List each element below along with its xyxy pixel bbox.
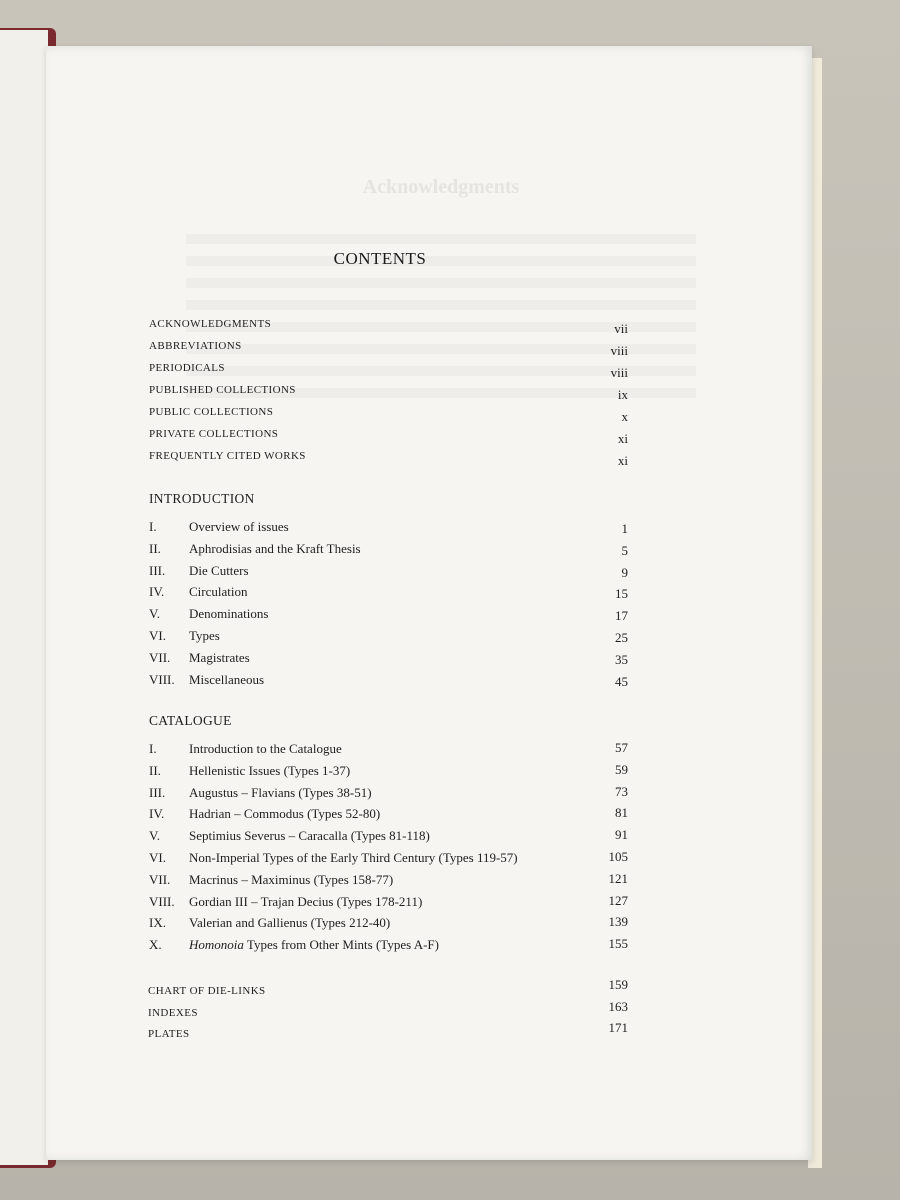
- toc-page-number: 105: [608, 849, 628, 864]
- toc-entry-label: PUBLISHED COLLECTIONS: [149, 384, 296, 396]
- toc-entry-label: ACKNOWLEDGMENTS: [149, 318, 272, 330]
- toc-entry-number: VI.: [149, 628, 166, 643]
- toc-entry-number: III.: [149, 784, 166, 800]
- toc-page-number: viii: [610, 343, 628, 358]
- toc-page-number: 45: [615, 673, 628, 689]
- toc-entry-label: Miscellaneous: [189, 671, 265, 687]
- toc-page-number: 5: [621, 542, 628, 558]
- page-title: CONTENTS: [333, 249, 427, 268]
- toc-entry-number: IX.: [149, 915, 166, 931]
- toc-page-number: 59: [615, 761, 628, 777]
- toc-entry-number: III.: [149, 562, 166, 578]
- show-through-heading: Acknowledgments: [362, 176, 520, 198]
- toc-entry-label: INDEXES: [148, 1006, 198, 1019]
- toc-entry-number: VII.: [149, 871, 171, 887]
- toc-page-number: 121: [608, 870, 628, 886]
- toc-page-number: 15: [615, 586, 628, 602]
- toc-page-number: 25: [615, 630, 628, 645]
- toc-entry-number: IV.: [149, 806, 165, 822]
- toc-entry-label: Hellenistic Issues (Types 1-37): [189, 762, 351, 778]
- toc-page-number: 171: [608, 1020, 628, 1035]
- toc-entry-label: Macrinus – Maximinus (Types 158-77): [189, 871, 394, 887]
- toc-entry-number: VIII.: [149, 893, 175, 909]
- toc-page-number: 159: [608, 977, 628, 992]
- toc-entry-label: Die Cutters: [189, 562, 249, 578]
- toc-entry-number: II.: [149, 762, 161, 778]
- toc-entry-label: Hadrian – Commodus (Types 52-80): [189, 806, 381, 822]
- toc-entry-number: VIII.: [149, 671, 175, 687]
- toc-page-number: vii: [614, 321, 628, 336]
- toc-page-number: 73: [615, 783, 628, 799]
- toc-page-number: viii: [610, 365, 628, 380]
- toc-entry-number: I.: [149, 741, 157, 756]
- toc-entry-number: V.: [149, 606, 160, 622]
- toc-entry-label: Augustus – Flavians (Types 38-51): [189, 784, 372, 800]
- toc-entry-number: VI.: [149, 850, 166, 865]
- toc-entry-number: V.: [149, 828, 160, 844]
- toc-entry-label: Non-Imperial Types of the Early Third Century (Types 119-57): [189, 850, 518, 865]
- toc-entry-label: Magistrates: [189, 649, 250, 665]
- toc-entry-label: Gordian III – Trajan Decius (Types 178-211): [189, 893, 423, 909]
- toc-page-number: xi: [617, 431, 628, 446]
- toc-entry-label: PERIODICALS: [149, 362, 225, 374]
- section-heading-introduction: INTRODUCTION: [149, 491, 255, 506]
- toc-entry-label: FREQUENTLY CITED WORKS: [149, 450, 306, 462]
- toc-page-number: xi: [617, 453, 628, 468]
- toc-page-number: 91: [615, 827, 628, 843]
- toc-entry-number: II.: [149, 540, 161, 556]
- toc-entry-label: Introduction to the Catalogue: [189, 741, 342, 756]
- toc-entry-label: ABBREVIATIONS: [149, 340, 242, 352]
- toc-page-number: 35: [615, 651, 628, 667]
- toc-entry-label: Denominations: [189, 606, 269, 622]
- toc-entry-label: Types: [189, 628, 220, 643]
- toc-page-number: ix: [617, 387, 628, 402]
- toc-page-number: 127: [608, 892, 628, 908]
- toc-entry-number: I.: [149, 519, 157, 534]
- toc-page-number: 57: [615, 740, 628, 755]
- toc-entry-number: VII.: [149, 649, 171, 665]
- toc-entry-label: [189, 937, 439, 953]
- toc-entry-number: X.: [149, 937, 162, 953]
- toc-entry-label: Aphrodisias and the Kraft Thesis: [189, 540, 361, 556]
- toc-entry-label-italic: Homonoia: [189, 937, 244, 953]
- toc-entry-label: Circulation: [189, 584, 248, 600]
- toc-page-number: 81: [615, 805, 628, 821]
- toc-entry-label: Valerian and Gallienus (Types 212-40): [189, 915, 391, 931]
- toc-page-number: 139: [608, 914, 628, 930]
- toc-page-number: 1: [621, 521, 628, 536]
- toc-entry-label: Overview of issues: [189, 519, 289, 534]
- toc-page-number: 9: [621, 564, 628, 580]
- toc-entry-label: PLATES: [148, 1028, 190, 1040]
- toc-entry-label: CHART OF DIE-LINKS: [148, 985, 266, 997]
- section-heading-catalogue: CATALOGUE: [149, 713, 232, 728]
- toc-page-number: x: [621, 409, 628, 424]
- toc-page-number: 155: [608, 936, 628, 952]
- toc-entry-number: IV.: [149, 584, 165, 600]
- toc-page-number: 163: [608, 998, 628, 1014]
- toc-entry-label: PUBLIC COLLECTIONS: [149, 406, 274, 418]
- toc-entry-label-rest: Types from Other Mints (Types A-F): [243, 937, 439, 953]
- toc-page-number: 17: [615, 608, 628, 624]
- toc-entry-label: PRIVATE COLLECTIONS: [149, 428, 279, 440]
- left-page-strip: [0, 30, 48, 1165]
- toc-entry-label: Septimius Severus – Caracalla (Types 81-118): [189, 828, 430, 844]
